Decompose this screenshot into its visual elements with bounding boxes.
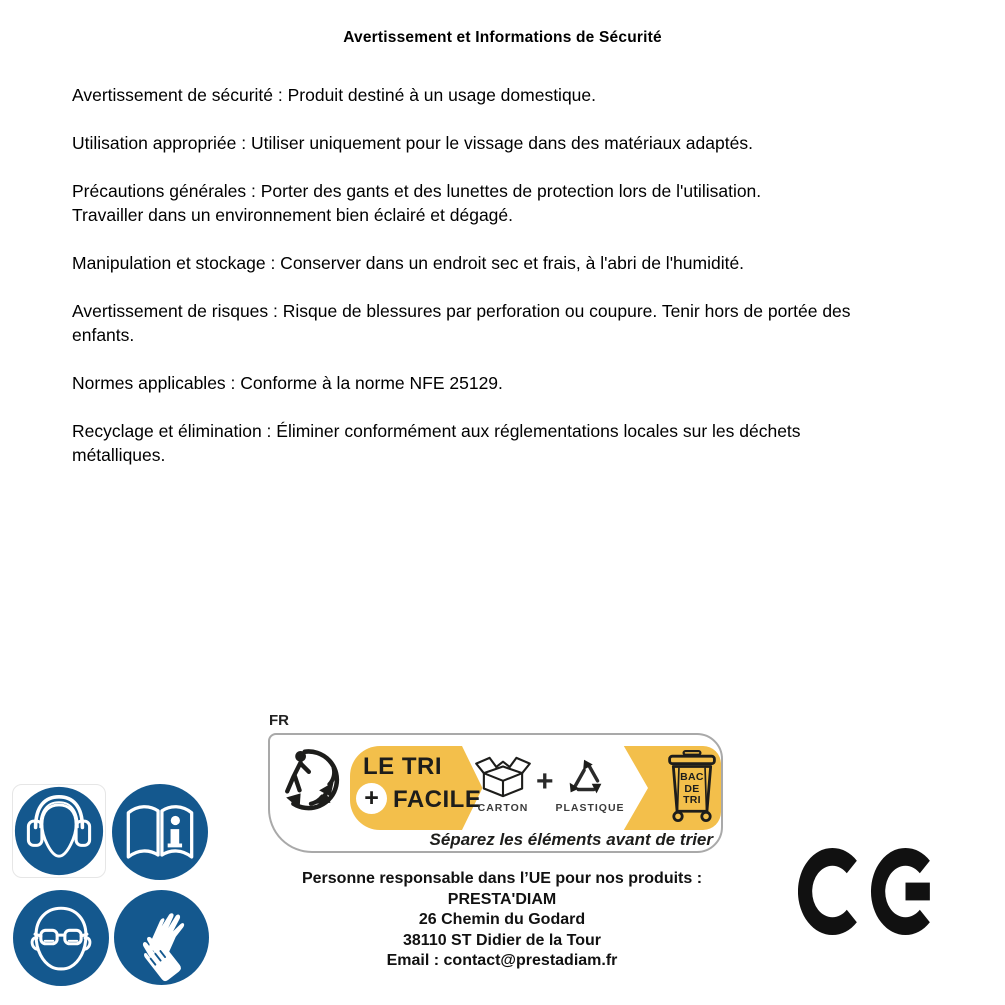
text-line: enfants. (72, 325, 135, 345)
text-line: métalliques. (72, 445, 166, 465)
read-manual-svg (112, 784, 208, 880)
paragraph (72, 251, 984, 275)
paragraph (72, 299, 984, 347)
text-line: Avertissement de risques : Risque de blessures par perforation ou coupure. Tenir hors de portée des (72, 301, 851, 321)
page-title: Avertissement et Informations de Sécurité (343, 29, 662, 46)
plastique-recycle-svg (562, 753, 610, 801)
text-line: Personne responsable dans l’UE pour nos produits : (301, 870, 703, 887)
text-line: TRI (683, 794, 701, 806)
text-line: Avertissement de sécurité : Produit destiné à un usage domestique. (72, 85, 597, 105)
paragraph (72, 371, 984, 395)
le-tri-label: LE TRI (363, 753, 442, 780)
text-line: 26 Chemin du Godard (418, 911, 586, 929)
paragraph (72, 419, 984, 467)
text-line: Travailler dans un environnement bien éclairé et dégagé. (72, 205, 514, 225)
paragraph (72, 131, 984, 155)
ear-protection-icon (12, 784, 106, 878)
bac-de-tri-label (668, 772, 716, 807)
carton-box-icon (474, 755, 532, 804)
text-line: Précautions générales : Porter des gants et des lunettes de protection lors de l'utilisation. (72, 181, 762, 201)
eye-protection-svg (13, 890, 109, 986)
text-line: Recyclage et élimination : Éliminer conformément aux réglementations locales sur les déchets (72, 421, 801, 441)
triman-icon (280, 745, 348, 813)
paragraph (72, 83, 984, 107)
sorting-tagline: Séparez les éléments avant de trier (429, 830, 713, 849)
text-line: Email : contact@prestadiam.fr (386, 952, 618, 970)
responsible-person-block (152, 869, 852, 972)
plastique-label: PLASTIQUE (555, 802, 625, 814)
carton-box-svg (474, 755, 532, 799)
text-line: Utilisation appropriée : Utiliser uniquement pour le vissage dans des matériaux adaptés. (72, 133, 753, 153)
plus-sign: + (364, 784, 379, 812)
facile-label: FACILE (393, 786, 482, 813)
plastique-recycle-icon (562, 753, 610, 806)
read-manual-icon (112, 784, 208, 880)
carton-label: CARTON (477, 802, 529, 814)
text-line: Manipulation et stockage : Conserver dans un endroit sec et frais, à l'abri de l'humidité. (72, 253, 745, 273)
plus-circle (356, 783, 387, 814)
ce-marking-icon (798, 842, 940, 946)
triman-svg (280, 745, 348, 813)
text-line: 38110 ST Didier de la Tour (403, 931, 601, 949)
eye-protection-icon (13, 890, 109, 986)
ce-marking-svg (798, 842, 940, 941)
safety-text (72, 83, 984, 491)
ear-protection-svg (14, 786, 104, 876)
materials-plus-sign: + (536, 765, 554, 798)
fr-country-label: FR (269, 712, 289, 729)
text-line: BAC (680, 771, 704, 783)
tri-facile-banner (268, 733, 723, 853)
text-line: PRESTA'DIAM (447, 890, 557, 908)
text-line: DE (684, 782, 700, 795)
text-line: Normes applicables : Conforme à la norme NFE 25129. (72, 373, 503, 393)
paragraph (72, 179, 984, 227)
